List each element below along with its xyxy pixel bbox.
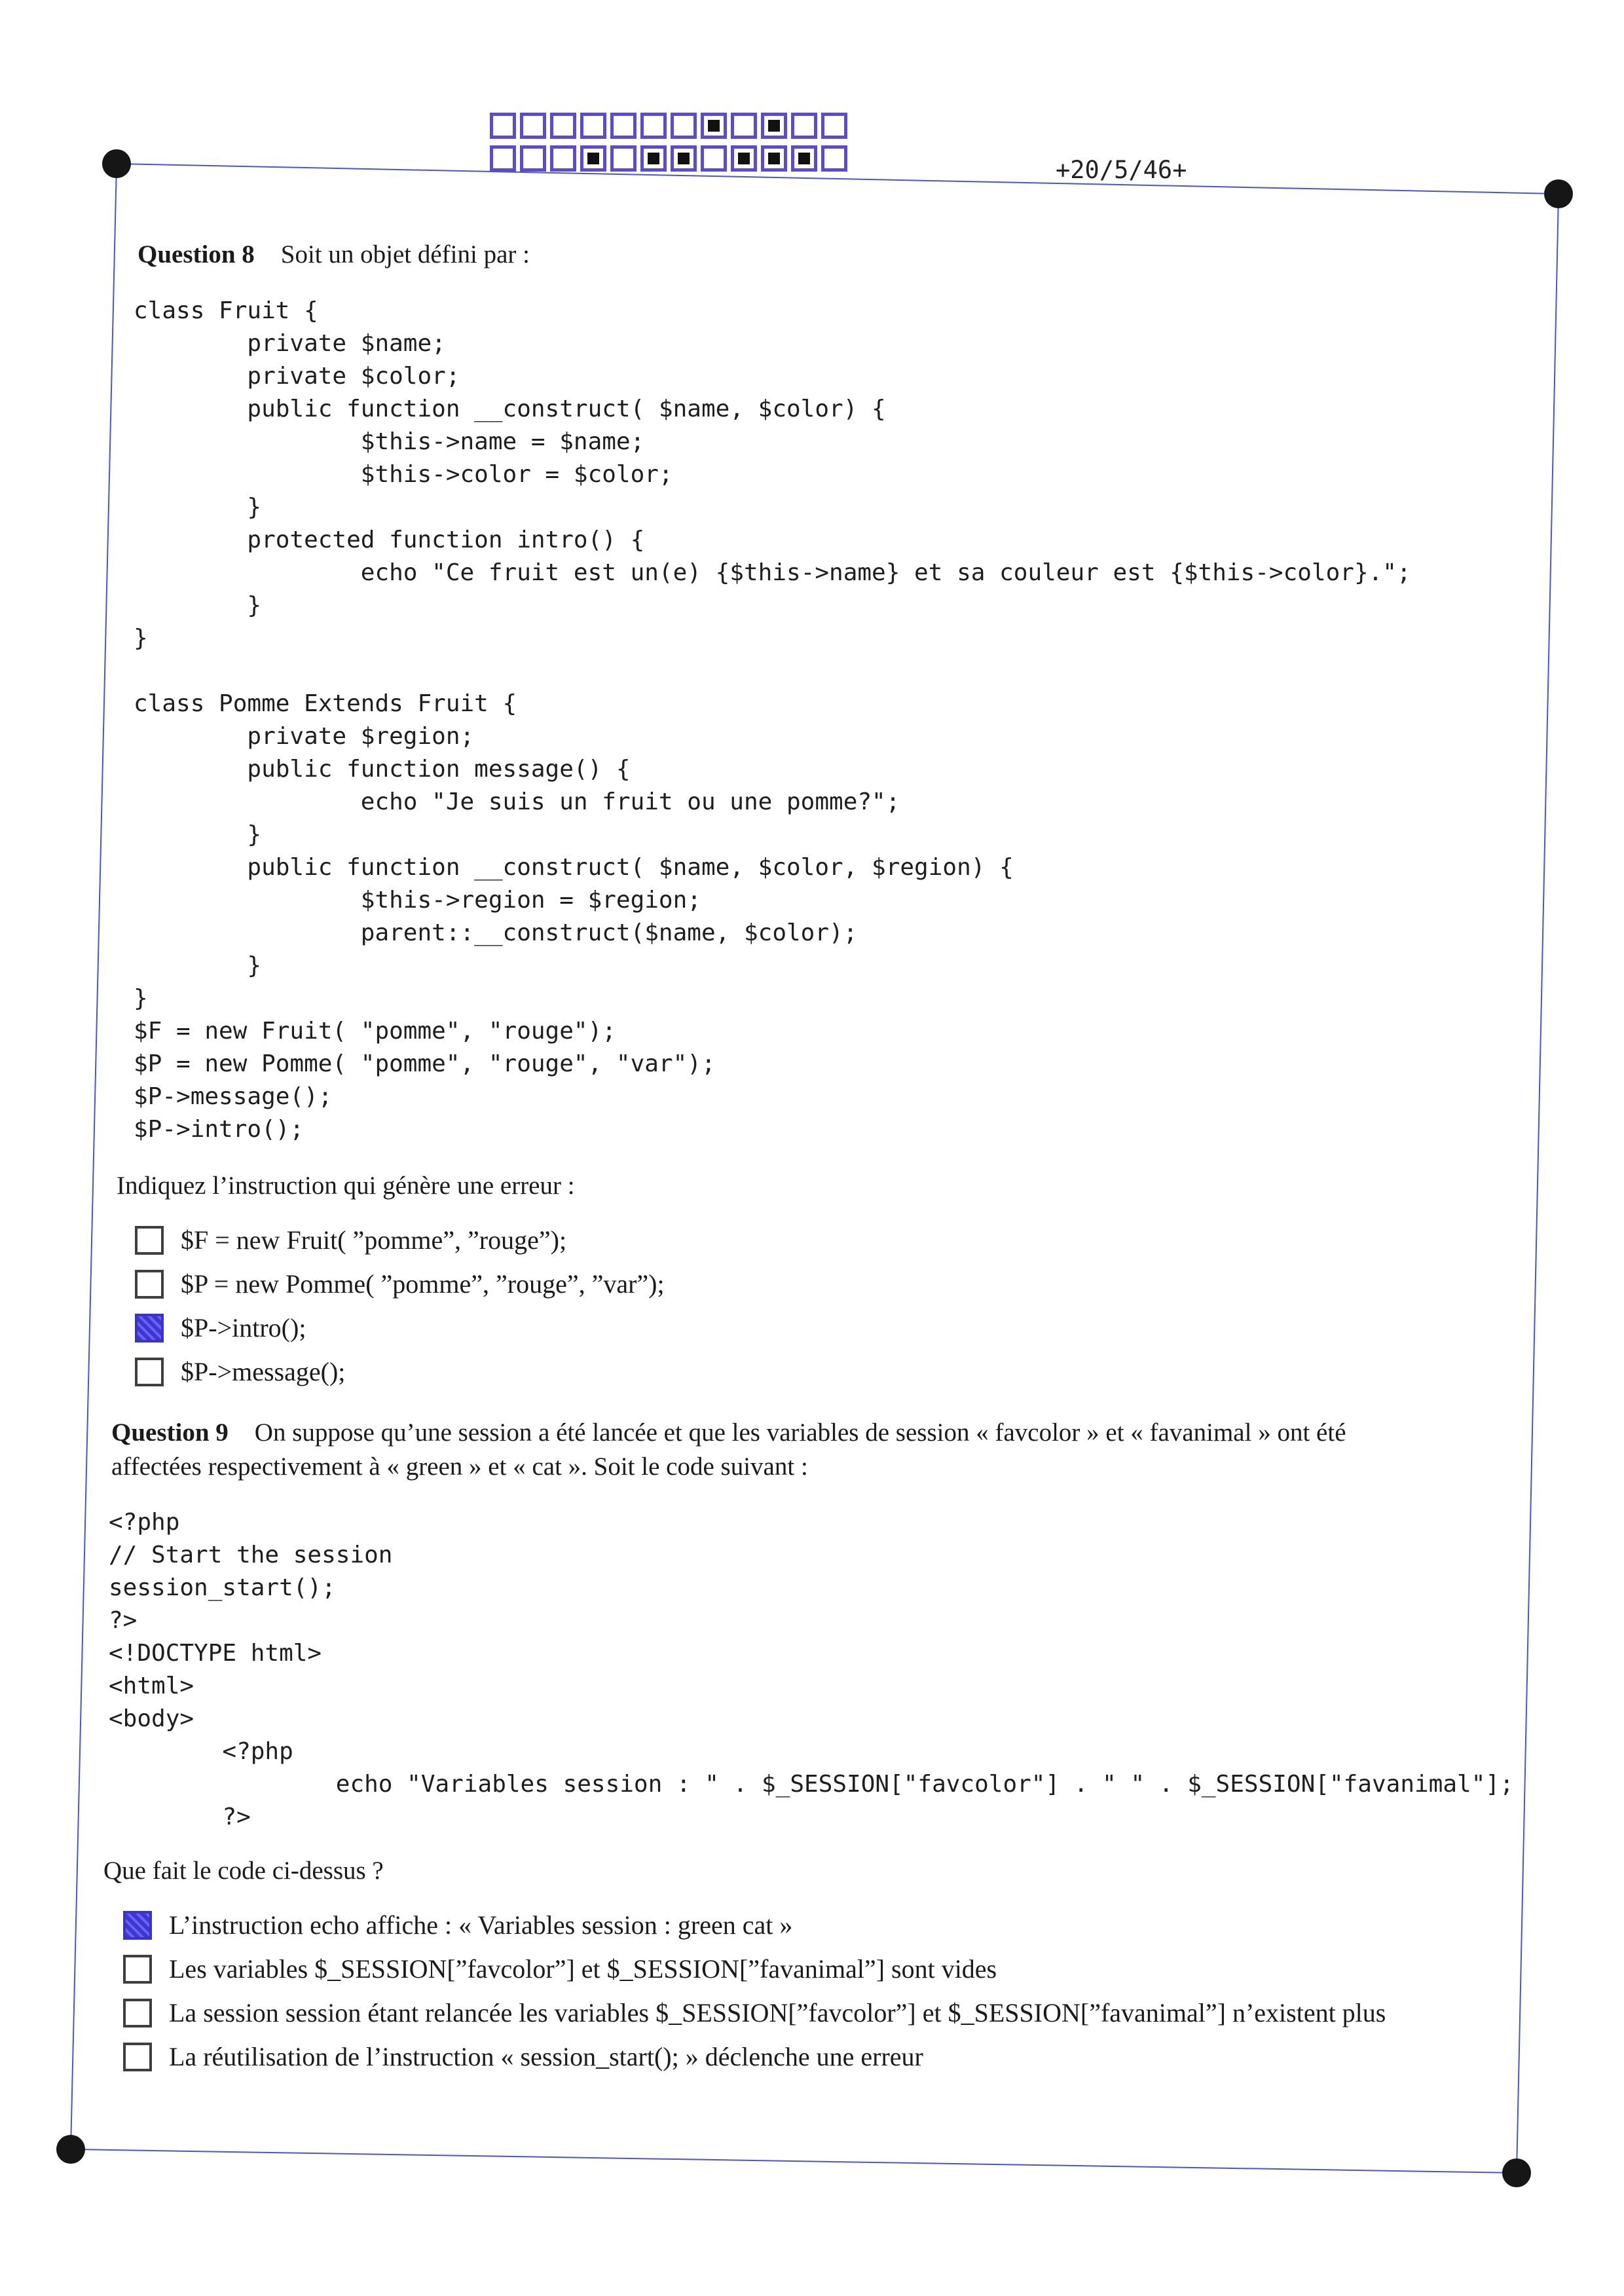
barcode-cell bbox=[761, 145, 787, 172]
q8-code-line: private $region; bbox=[134, 723, 475, 750]
barcode-cell bbox=[640, 113, 667, 139]
q9-answer-b-checkbox[interactable] bbox=[123, 1955, 152, 1984]
q8-answer-b[interactable] bbox=[135, 1262, 665, 1306]
q9-code-line: <html> bbox=[109, 1673, 194, 1699]
q8-answer-c-label: $P->intro(); bbox=[181, 1313, 306, 1342]
question-9-label: Question 9 bbox=[111, 1418, 229, 1447]
q9-code-line: ?> bbox=[109, 1607, 138, 1634]
q9-answer-d-label: La réutilisation de l’instruction « session_start(); » déclenche une erreur bbox=[169, 2042, 923, 2071]
barcode-cell bbox=[671, 145, 697, 172]
q8-answer-c-checkbox[interactable] bbox=[135, 1314, 164, 1342]
barcode-row-1 bbox=[490, 113, 851, 139]
question-8-answers bbox=[135, 1218, 665, 1394]
corner-mark-bottom-right bbox=[1502, 2158, 1531, 2187]
q9-answer-c-label: La session session étant relancée les variables $_SESSION[”favcolor”] et $_SESSION[”favanimal”] n’existent plus bbox=[169, 1998, 1386, 2028]
q8-code-line: parent::__construct($name, $color); bbox=[134, 919, 858, 946]
question-9-header bbox=[111, 1416, 1519, 1484]
barcode-cell bbox=[640, 145, 667, 172]
sheet-id-barcode bbox=[490, 113, 851, 178]
q8-answer-d[interactable] bbox=[135, 1350, 665, 1394]
question-8-question: Indiquez l’instruction qui génère une erreur : bbox=[117, 1172, 575, 1200]
q8-code-line: private $name; bbox=[134, 330, 446, 357]
q9-answer-b[interactable] bbox=[123, 1947, 1386, 1991]
barcode-cell bbox=[731, 145, 757, 172]
q9-code-line: // Start the session bbox=[109, 1542, 393, 1568]
barcode-cell bbox=[520, 145, 546, 172]
question-9-code-block bbox=[109, 1506, 1514, 1834]
q8-code-line: $this->region = $region; bbox=[134, 887, 701, 914]
barcode-cell bbox=[671, 113, 697, 139]
q9-answer-c[interactable] bbox=[123, 1991, 1386, 2035]
barcode-cell bbox=[610, 145, 637, 172]
barcode-cell bbox=[550, 113, 576, 139]
q8-code-line: } bbox=[134, 494, 262, 521]
q9-code-line: echo "Variables session : " . $_SESSION["favcolor"] . " " . $_SESSION["favanimal"]; bbox=[109, 1771, 1514, 1798]
q9-code-line: <?php bbox=[109, 1738, 293, 1765]
question-9-question: Que fait le code ci-dessus ? bbox=[103, 1857, 384, 1885]
question-9-prompt-line-1: On suppose qu’une session a été lancée et que les variables de session « favcolor » et « favanimal » ont été bbox=[254, 1418, 1346, 1447]
barcode-cell bbox=[490, 145, 516, 172]
corner-mark-bottom-left bbox=[56, 2135, 85, 2164]
q8-code-line: class Pomme Extends Fruit { bbox=[134, 690, 517, 717]
barcode-cell bbox=[761, 113, 787, 139]
q8-code-line: public function __construct( $name, $color) { bbox=[134, 396, 886, 422]
q8-answer-d-label: $P->message(); bbox=[181, 1357, 346, 1386]
question-9-answers bbox=[123, 1903, 1386, 2079]
q9-code-line: <!DOCTYPE html> bbox=[109, 1640, 322, 1667]
q9-answer-a-checkbox[interactable] bbox=[123, 1911, 152, 1940]
question-9-prompt-line-2: affectées respectivement à « green » et « cat ». Soit le code suivant : bbox=[111, 1453, 808, 1481]
q8-code-line: class Fruit { bbox=[134, 297, 318, 324]
q8-answer-b-checkbox[interactable] bbox=[135, 1270, 164, 1299]
q8-code-line: echo "Je suis un fruit ou une pomme?"; bbox=[134, 788, 900, 815]
q8-code-line: $P = new Pomme( "pomme", "rouge", "var"); bbox=[134, 1050, 716, 1077]
q8-code-line bbox=[134, 655, 1411, 688]
page-identifier: +20/5/46+ bbox=[1056, 156, 1187, 184]
q8-code-line: $P->intro(); bbox=[134, 1116, 304, 1143]
q9-answer-d[interactable] bbox=[123, 2035, 1386, 2079]
q8-answer-a[interactable] bbox=[135, 1218, 665, 1262]
q8-code-line: public function message() { bbox=[134, 756, 631, 783]
barcode-cell bbox=[550, 145, 576, 172]
question-8-label: Question 8 bbox=[138, 240, 255, 268]
q8-code-line: } bbox=[134, 592, 262, 619]
q8-code-line: public function __construct( $name, $color, $region) { bbox=[134, 854, 1014, 881]
q8-code-line: } bbox=[134, 985, 148, 1012]
q9-answer-d-checkbox[interactable] bbox=[123, 2043, 152, 2071]
barcode-cell bbox=[821, 113, 847, 139]
q8-answer-a-checkbox[interactable] bbox=[135, 1226, 164, 1255]
barcode-cell bbox=[731, 113, 757, 139]
question-8-header bbox=[138, 240, 530, 269]
q8-answer-c[interactable] bbox=[135, 1306, 665, 1350]
corner-mark-top-left bbox=[102, 149, 131, 178]
corner-mark-top-right bbox=[1544, 179, 1573, 208]
barcode-cell bbox=[580, 113, 606, 139]
barcode-cell bbox=[791, 113, 817, 139]
q8-code-line: echo "Ce fruit est un(e) {$this->name} et sa couleur est {$this->color}."; bbox=[134, 559, 1411, 586]
q8-code-line: $this->color = $color; bbox=[134, 461, 673, 488]
q9-code-line: ?> bbox=[109, 1804, 251, 1830]
q8-code-line: } bbox=[134, 625, 148, 652]
question-8-code-block bbox=[134, 295, 1411, 1146]
q9-code-line: session_start(); bbox=[109, 1574, 336, 1601]
q9-answer-b-label: Les variables $_SESSION[”favcolor”] et $_SESSION[”favanimal”] sont vides bbox=[169, 1954, 997, 1984]
barcode-cell bbox=[701, 145, 727, 172]
barcode-cell bbox=[791, 145, 817, 172]
q8-code-line: } bbox=[134, 821, 262, 848]
q9-code-line: <body> bbox=[109, 1705, 194, 1732]
q8-code-line: $this->name = $name; bbox=[134, 428, 645, 455]
q8-code-line: private $color; bbox=[134, 363, 460, 390]
q9-answer-a-label: L’instruction echo affiche : « Variables session : green cat » bbox=[169, 1910, 793, 1940]
q8-code-line: $F = new Fruit( "pomme", "rouge"); bbox=[134, 1018, 616, 1045]
q8-code-line: } bbox=[134, 952, 262, 979]
q9-answer-c-checkbox[interactable] bbox=[123, 1999, 152, 2028]
q8-answer-d-checkbox[interactable] bbox=[135, 1358, 164, 1386]
barcode-cell bbox=[701, 113, 727, 139]
barcode-cell bbox=[490, 113, 516, 139]
q9-answer-a[interactable] bbox=[123, 1903, 1386, 1947]
question-8-prompt: Soit un objet défini par : bbox=[280, 240, 530, 268]
q8-answer-a-label: $F = new Fruit( ”pomme”, ”rouge”); bbox=[181, 1225, 567, 1255]
q9-code-line: <?php bbox=[109, 1509, 180, 1536]
q8-answer-b-label: $P = new Pomme( ”pomme”, ”rouge”, ”var”); bbox=[181, 1269, 665, 1299]
barcode-cell bbox=[610, 113, 637, 139]
barcode-row-2 bbox=[490, 145, 851, 172]
q8-code-line: $P->message(); bbox=[134, 1083, 333, 1110]
barcode-cell bbox=[520, 113, 546, 139]
q8-code-line: protected function intro() { bbox=[134, 527, 645, 553]
barcode-cell bbox=[580, 145, 606, 172]
barcode-cell bbox=[821, 145, 847, 172]
